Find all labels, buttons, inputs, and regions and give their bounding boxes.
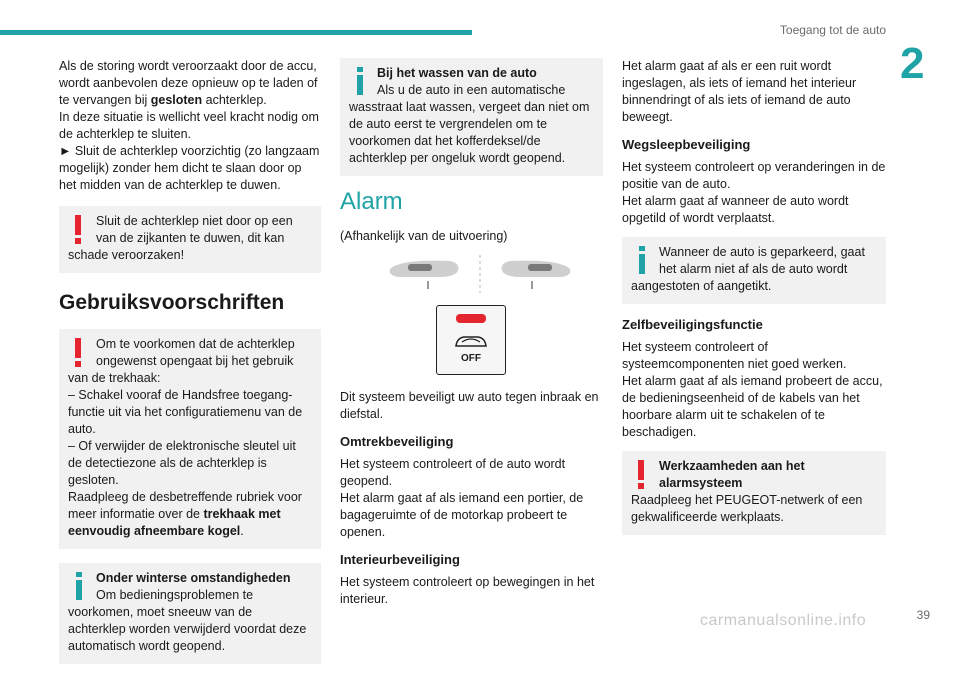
info-icon <box>68 570 90 602</box>
info-box-carwash <box>340 58 603 176</box>
heading-interieurbeveiliging: Interieurbeveiliging <box>340 552 460 567</box>
warning-text: Raadpleeg het PEUGEOT-netwerk of een gekwalificeerde werkplaats. <box>631 493 863 524</box>
paragraph: Het alarm gaat af wanneer de auto wordt opgetild of wordt verplaatst. <box>622 194 849 225</box>
paragraph: Het alarm gaat af als iemand probeert de accu, de bedieningseenheid of de kabels van het hoorbare alarm uit te schakelen of te beschadigen. <box>622 374 883 439</box>
paragraph: – Schakel vooraf de Handsfree toegang-functie uit via het configuratiemenu van de auto. <box>68 388 303 436</box>
info-icon <box>349 65 371 97</box>
info-text: Wanneer de auto is geparkeerd, gaat het alarm niet af als de auto wordt aangestoten of aangetikt. <box>631 245 865 293</box>
info-box-winter <box>59 563 321 664</box>
warning-box-alarm-work <box>622 451 886 535</box>
heading-zelfbeveiligingsfunctie: Zelfbeveiligingsfunctie <box>622 317 763 332</box>
paragraph: Het systeem controleert op bewegingen in het interieur. <box>340 575 595 606</box>
heading-alarm: Alarm <box>340 188 403 215</box>
car-interior-sensor-icon <box>380 255 580 295</box>
paragraph: Raadpleeg de desbetreffende rubriek voor meer informatie over de trekhaak met eenvoudig afneembare kogel. <box>68 490 302 538</box>
paragraph: Dit systeem beveiligt uw auto tegen inbraak en diefstal. <box>340 390 599 421</box>
paragraph: Het systeem controleert of de auto wordt geopend. <box>340 457 566 488</box>
paragraph: ► Sluit de achterklep voorzichtig (zo langzaam mogelijk) zonder hem dicht te slaan door op het midden van de achterklep te duwen. <box>59 144 320 192</box>
warning-exclamation-icon <box>631 458 653 490</box>
info-title: Bij het wassen van de auto <box>377 66 537 80</box>
heading-omtrekbeveiliging: Omtrekbeveiliging <box>340 434 454 449</box>
page-number: 39 <box>916 608 930 622</box>
warning-box <box>59 206 321 273</box>
warning-title: Werkzaamheden aan het alarmsysteem <box>659 459 805 490</box>
paragraph: Om te voorkomen dat de achterklep ongewenst opengaat bij het gebruik van de trekhaak: <box>68 337 295 385</box>
warning-exclamation-icon <box>68 213 90 245</box>
alarm-figure <box>340 255 603 373</box>
heading-wegsleepbeveiliging: Wegsleepbeveiliging <box>622 137 751 152</box>
car-alarm-icon <box>454 334 488 348</box>
led-indicator-icon <box>456 314 486 324</box>
watermark: carmanualsonline.info <box>700 612 867 629</box>
info-icon <box>631 244 653 276</box>
section-title: Toegang tot de auto <box>779 23 886 37</box>
paragraph: Het alarm gaat af als er een ruit wordt ingeslagen, als iets of iemand het interieur binnendringt of als iets of iemand de auto beweegt. <box>622 59 857 124</box>
info-text: Om bedieningsproblemen te voorkomen, moet sneeuw van de achterklep worden verwijderd voordat deze automatisch wordt geopend. <box>68 588 307 653</box>
variant-note: (Afhankelijk van de uitvoering) <box>340 229 508 243</box>
header-accent-bar <box>0 30 472 35</box>
chapter-number: 2 <box>900 39 925 88</box>
info-text: Als u de auto in een automatische wasstraat laat wassen, vergeet dan niet om de auto eerst te vergrendelen om te voorkomen dat het kofferdeksel/de achterklep per ongeluk wordt geopend. <box>349 83 590 165</box>
column-2 <box>340 58 603 608</box>
paragraph: – Of verwijder de elektronische sleutel uit de detectiezone als de achterklep is gesloten. <box>68 439 296 487</box>
column-1 <box>59 58 321 676</box>
off-label: OFF <box>461 353 481 364</box>
info-title: Onder winterse omstandigheden <box>96 571 291 585</box>
info-box-parked <box>622 237 886 304</box>
warning-exclamation-icon <box>68 336 90 368</box>
warning-box-towbar <box>59 329 321 549</box>
column-3 <box>622 58 886 547</box>
warning-text: Sluit de achterklep niet door op een van de zijkanten te duwen, dit kan schade veroorzaken! <box>68 214 293 262</box>
paragraph: In deze situatie is wellicht veel kracht nodig om de achterklep te sluiten. <box>59 110 319 141</box>
paragraph: Het systeem controleert op veranderingen in de positie van de auto. <box>622 160 886 191</box>
heading-gebruiksvoorschriften: Gebruiksvoorschriften <box>59 291 285 314</box>
alarm-off-button[interactable] <box>436 305 506 375</box>
paragraph: Het alarm gaat af als iemand een portier, de bagageruimte of de motorkap probeert te openen. <box>340 491 584 539</box>
paragraph: Het systeem controleert of systeemcomponenten niet goed werken. <box>622 340 847 371</box>
paragraph: Als de storing wordt veroorzaakt door de accu, wordt aanbevolen deze opnieuw op te laden of te vervangen bij gesloten achterklep. <box>59 59 318 107</box>
